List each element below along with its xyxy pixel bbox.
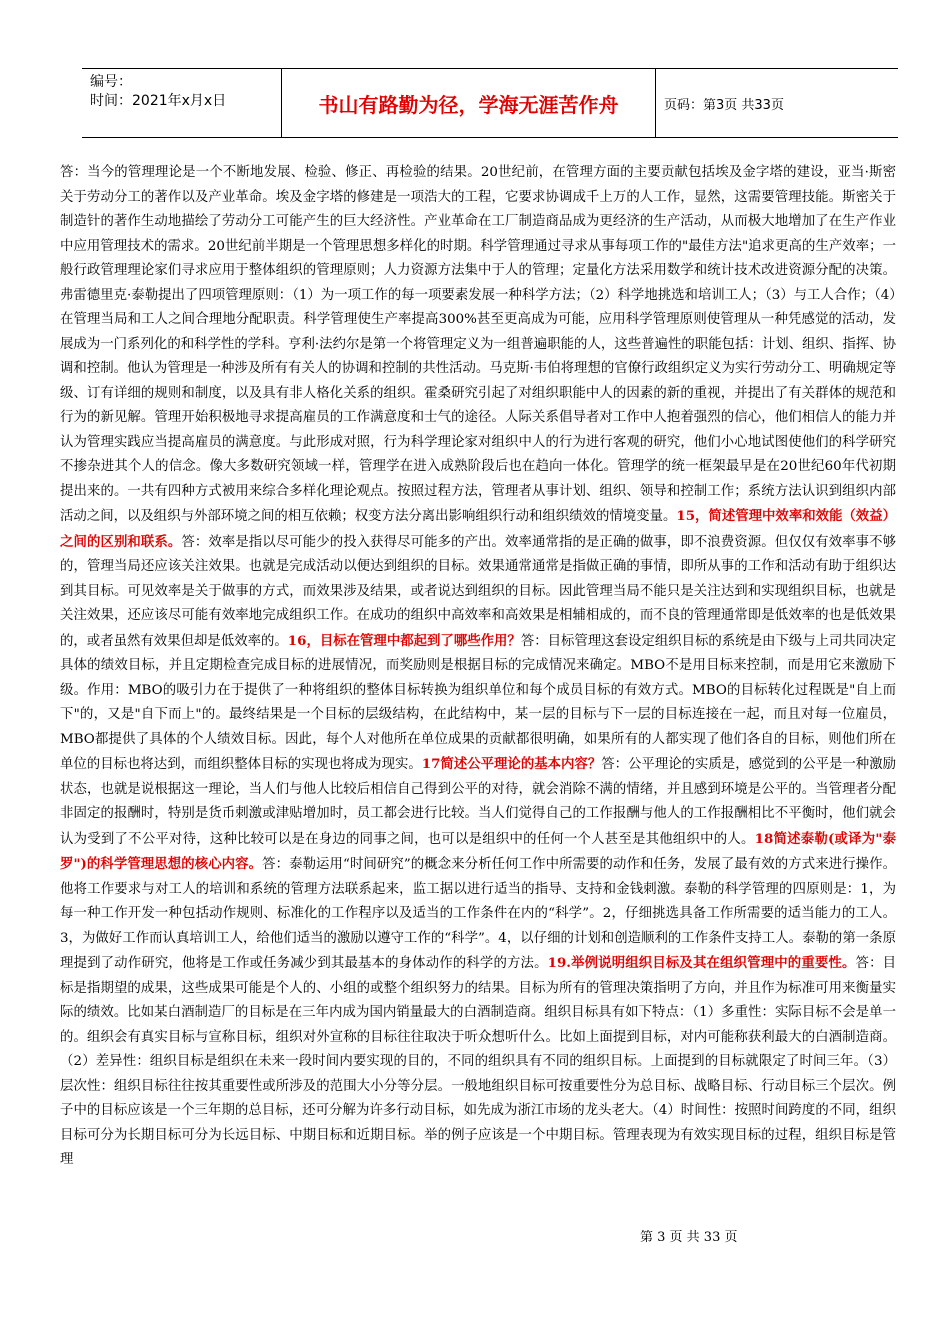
header-meta	[82, 69, 282, 137]
answer-18-text: 答：泰勒运用“时间研究”的概念来分析任何工作中所需要的动作和任务，发展了最有效的方式来进行操作。他将工作要求与对工人的培训和系统的管理方法联系起来，监工据以进行适当的指导、支持和金钱刺激。泰勒的科学管理的四原则是：1，为每一种工作开发一种包括动作规则、标准化的工作程序以及适当的工作条件在内的“科学”。2，仔细挑选具备工作所需要的适当能力的工人。3，为做好工作而认真培训工人，给他们适当的激励以遵守工作的“科学”。4，以仔细的计划和创造顺利的工作条件支持工人。泰勒的第一条原理提到了动作研究，他将是工作或任务减少到其最基本的身体动作的科学的方法。	[60, 857, 896, 971]
question-18-heading: 18简述泰勒(或译为"泰罗")的科学管理思想的核心内容。	[60, 830, 896, 872]
answer-19-text: 答：目标是指期望的成果，这些成果可能是个人的、小组的或整个组织努力的结果。目标为所有的管理决策指明了方向，并且作为标准可用来衡量实际的绩效。比如某白酒制造厂的目标是在三年内成为国内销量最大的白酒制造商。组织目标具有如下特点：（1）多重性：实际目标不会是单一的。组织会有真实目标与宣称目标，组织对外宣称的目标往往取决于听众想听什么。比如上面提到目标，对内可能称获利最大的白酒制造商。（2）差异性：组织目标是组织在未来一段时间内要实现的目的，不同的组织具有不同的组织目标。上面提到的目标就限定了时间三年。（3）层次性：组织目标往往按其重要性或所涉及的范围大小分等分层。一般地组织目标可按重要性分为总目标、战略目标、行动目标三个层次。例子中的目标应该是一个三年期的总目标，还可分解为许多行动目标，如先成为浙江市场的龙头老大。（4）时间性：按照时间跨度的不同，组织目标可分为长期目标可分为长远目标、中期目标和近期目标。举的例子应该是一个中期目标。管理表现为有效实现目标的过程，组织目标是管理	[60, 956, 897, 1167]
question-19-heading: 19.举例说明组织目标及其在组织管理中的重要性。	[547, 955, 856, 971]
answer-15-text: 答：效率是指以尽可能少的投入获得尽可能多的产出。效率通常指的是正确的做事，即不浪费资源。但仅仅有效率事不够的，管理当局还应该关注效果。也就是完成活动以便达到组织的目标。效果通常通常是指做正确的事情，即所从事的工作和活动有助于组织达到其目标。可见效率是关于做事的方式，而效果涉及结果，或者说达到组织的目标。因此管理当局不能只是关注达到和实现组织目标，也就是关注效果，还应该尽可能有效率地完成组织工作。在成功的组织中高效率和高效果是相辅相成的，而不良的管理通常即是低效率的也是低效果的，或者虽然有效果但却是低效率的。	[60, 534, 897, 649]
header-number: 编号：	[90, 74, 132, 90]
answer-17-text: 答：公平理论的实质是，感觉到的公平是一种激励状态，也就是说根据这一理论，当人们与他人比较后相信自己得到公平的对待，就会消除不满的情绪，并且感到环境是公平的。当管理者分配非固定的报酬时，特别是货币刺激或津贴增加时，员工都会进行比较。当人们觉得自己的工作报酬与他人的工作报酬相比不平衡时，他们就会认为受到了不公平对待，这种比较可以是在身边的同事之间，也可以是组织中的任何一个人甚至是其他组织中的人。	[60, 757, 896, 847]
header-date: 时间：2021年x月x日	[90, 93, 227, 109]
page-footer: 第 3 页 共 33 页	[640, 1230, 738, 1245]
question-15-heading: 15，简述管理中效率和效能（效益）之间的区别和联系。	[60, 508, 896, 550]
document-body	[60, 161, 896, 1173]
answer-14-text: 答：当今的管理理论是一个不断地发展、检验、修正、再检验的结果。20世纪前，在管理方面的主要贡献包括埃及金字塔的建设，亚当·斯密关于劳动分工的著作以及产业革命。埃及金字塔的修建是一项浩大的工程，它要求协调成千上万的人工作，显然，这需要管理技能。斯密关于制造针的著作生动地描绘了劳动分工可能产生的巨大经济性。产业革命在工厂制造商品成为更经济的生产活动，从而极大地增加了在生产作业中应用管理技术的需求。20世纪前半期是一个管理思想多样化的时期。科学管理通过寻求从事每项工作的"最佳方法"追求更高的生产效率；一般行政管理理论家们寻求应用于整体组织的管理原则；人力资源方法集中于人的管理；定量化方法采用数学和统计技术改进资源分配的决策。弗雷德里克·泰勒提出了四项管理原则：（1）为一项工作的每一项要素发展一种科学方法；（2）科学地挑选和培训工人；（3）与工人合作；（4）在管理当局和工人之间合理地分配职责。科学管理使生产率提高300%甚至更高成为可能，应用科学管理原则使管理从一种凭感觉的活动，发展成为一门系列化的和科学性的学科。亨利·法约尔是第一个将管理定义为一组普遍职能的人，这些普遍性的职能包括：计划、组织、指挥、协调和控制。他认为管理是一种涉及所有有关人的协调和控制的共性活动。马克斯·韦伯将理想的官僚行政组织定义为实行劳动分工、明确规定等级、订有详细的规则和制度，以及具有非人格化关系的组织。霍桑研究引起了对组织职能中人的因素的新的重视，并提出了有关群体的规范和行为的新见解。管理开始积极地寻求提高雇员的工作满意度和士气的途径。人际关系倡导者对工作中人抱着强烈的信心，他们相信人的能力并认为管理实践应当提高雇员的满意度。与此形成对照，行为科学理论家对组织中人的行为进行客观的研究，他们小心地试图使他们的科学研究不掺杂进其个人的信念。像大多数研究领域一样，管理学在进入成熟阶段后也在趋向一体化。管理学的统一框架最早是在20世纪60年代初期提出来的。一共有四种方式被用来综合多样化理论观点。按照过程方法，管理者从事计划、组织、领导和控制工作；系统方法认识到组织内部活动之间，以及组织与外部环境之间的相互依赖；权变方法分离出影响组织行动和组织绩效的情境变量。	[60, 165, 896, 524]
question-16-heading: 16，目标在管理中都起到了哪些作用？	[287, 632, 521, 649]
question-17-heading: 17简述公平理论的基本内容？	[421, 756, 602, 772]
page-header	[82, 68, 898, 138]
body-paragraph	[60, 161, 896, 1173]
answer-16-text: 答：目标管理这套设定组织目标的系统是由下级与上司共同决定具体的绩效目标，并且定期检查完成目标的进展情况，而奖励则是根据目标的完成情况来确定。MBO不是用目标来控制，而是用它来激励下级。作用：MBO的吸引力在于提供了一种将组织的整体目标转换为组织单位和每个成员目标的有效方式。MBO的目标转化过程既是"自上而下"的，又是"自下而上"的。最终结果是一个目标的层级结构，在此结构中，某一层的目标与下一层的目标连接在一起，而且对每一位雇员，MBO都提供了具体的个人绩效目标。因此，每个人对他所在单位成果的贡献都很明确，如果所有的人都实现了他们各自的目标，则他们所在单位的目标也将达到，而组织整体目标的实现也将成为现实。	[60, 633, 896, 772]
header-motto: 书山有路勤为径，学海无涯苦作舟	[282, 69, 656, 137]
header-page-info: 页码：第3页 共33页	[664, 97, 784, 113]
